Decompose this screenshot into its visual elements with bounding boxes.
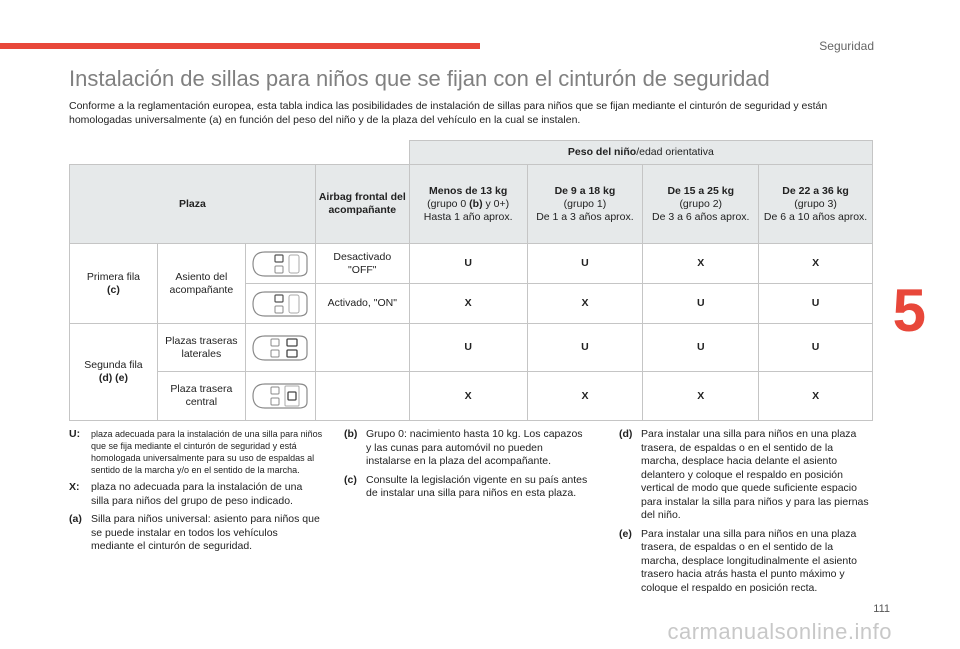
notes-column-2 [344,428,590,506]
car-rear-side-icon [249,332,311,364]
notes-column-1 [69,428,323,559]
cell-value: U [409,244,527,284]
cell-value: X [409,372,527,421]
cell-value: X [409,284,527,324]
note-c: (c) Consulte la legislación vigente en su país antes de instalar una silla para niños en esta plaza. [344,473,588,499]
seat-icon-cell [245,324,315,372]
col-header-group0: Menos de 13 kg (grupo 0 (b) y 0+) Hasta 1 año aprox. [409,165,527,244]
empty-cell [315,324,409,372]
cell-value: U [527,244,643,284]
accent-bar [0,43,480,49]
seat-icon-cell [245,244,315,284]
empty-cell [315,372,409,421]
note-b: (b) Grupo 0: nacimiento hasta 10 kg. Los capazos y las cunas para automóvil no pueden instalarse en la plaza del acompañante. [344,428,583,467]
note-a: (a) Silla para niños universal: asiento para niños que se puede instalar en todos los vehículos mediante el cinturón de seguridad. [69,513,320,552]
intro-paragraph: Conforme a la reglamentación europea, esta tabla indica las posibilidades de instalación de sillas para niños que se fijan mediante el cinturón de seguridad y están homologadas universalmente (a) en función del peso del niño y de la plaza del vehículo en la cual se instalen. [69,100,828,126]
cell-value: X [527,284,643,324]
weight-group-header: Peso del niño/edad orientativa [409,141,872,165]
note-e: (e) Para instalar una silla para niños en una plaza trasera, de espaldas o en el sentido de la marcha, desplace longitudinalmente el asiento trasero hacia atrás hasta el punto máximo y coloque el respaldo en posición recta. [619,527,857,594]
cell-value: X [643,244,759,284]
header-blank [70,141,410,165]
cell-value: X [527,372,643,421]
section-title: Seguridad [819,39,874,53]
airbag-on: Activado, "ON" [315,284,409,324]
col-header-plaza: Plaza [70,165,316,244]
car-rear-center-icon [249,380,311,412]
cell-value: U [759,324,873,372]
cell-value: U [409,324,527,372]
cell-value: U [643,284,759,324]
page-number: 111 [873,603,890,615]
car-front-passenger-icon [249,288,311,320]
page-title: Instalación de sillas para niños que se fijan con el cinturón de seguridad [69,66,770,91]
note-d: (d) Para instalar una silla para niños en una plaza trasera, de espaldas o en el sentido de la marcha, desplace hacia delante el asiento delantero y coloque el respaldo en posición vertical de modo que quede suficiente espacio para instalar la silla para niños y para las piernas del niño. [619,428,869,521]
cell-value: U [759,284,873,324]
notes-column-3 [619,428,873,600]
col-header-airbag: Airbag frontal del acompañante [315,165,409,244]
seat-icon-cell [245,284,315,324]
seat-passenger: Asiento del acompañante [157,244,245,324]
seat-rear-center: Plaza trasera central [157,372,245,421]
col-header-group3: De 22 a 36 kg (grupo 3) De 6 a 10 años aprox. [759,165,873,244]
cell-value: X [759,244,873,284]
seat-rear-side: Plazas traseras laterales [157,324,245,372]
child-seat-table [69,140,873,421]
car-front-passenger-icon [249,248,311,280]
col-header-group2: De 15 a 25 kg (grupo 2) De 3 a 6 años aprox. [643,165,759,244]
watermark: carmanualsonline.info [667,619,892,644]
cell-value: X [643,372,759,421]
col-header-group1: De 9 a 18 kg (grupo 1) De 1 a 3 años aprox. [527,165,643,244]
seat-icon-cell [245,372,315,421]
row-group-second: Segunda fila (d) (e) [70,324,158,421]
cell-value: X [759,372,873,421]
cell-value: U [643,324,759,372]
note-u: U: plaza adecuada para la instalación de una silla para niños que se fija mediante el cinturón de seguridad y está homologada universalmente para su uso de espaldas al sentido de la marcha y/o en el sentido de la marcha. [69,428,323,475]
airbag-off: Desactivado "OFF" [315,244,409,284]
row-group-first: Primera fila (c) [70,244,158,324]
cell-value: U [527,324,643,372]
chapter-number: 5 [892,277,926,344]
note-x: X: plaza no adecuada para la instalación de una silla para niños del grupo de peso indicado. [69,481,303,507]
